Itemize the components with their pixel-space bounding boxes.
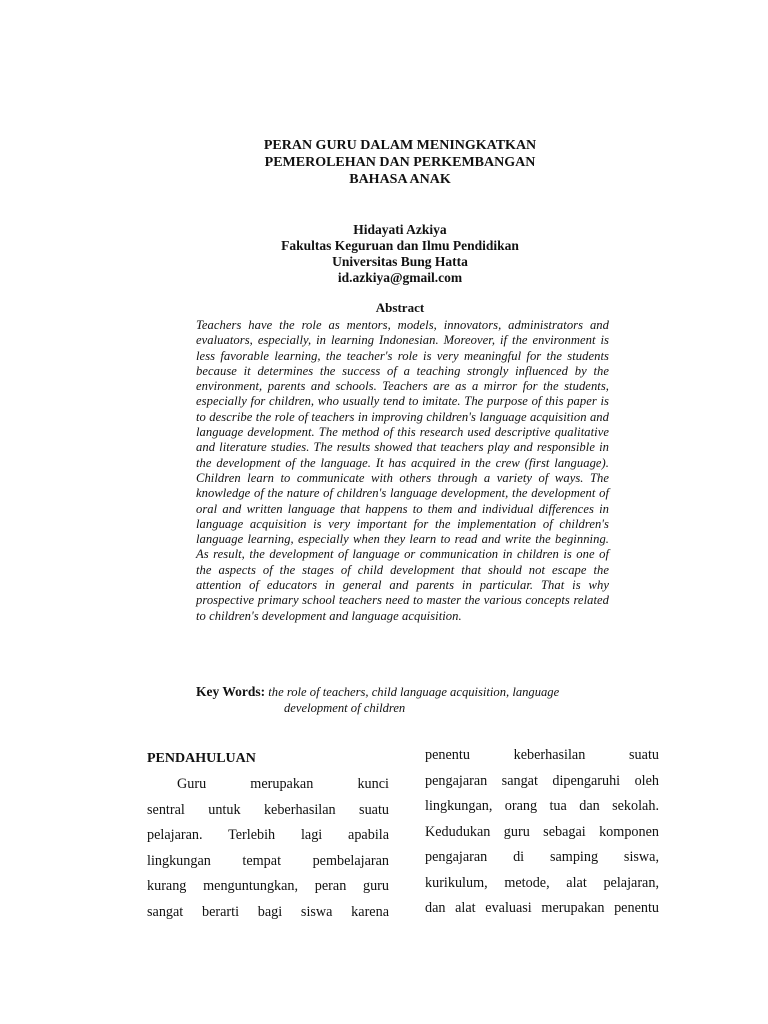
author-name: Hidayati Azkiya	[353, 222, 447, 237]
keywords	[196, 684, 626, 716]
author-email: id.azkiya@gmail.com	[337, 270, 463, 285]
keywords-text-line-2: development of children	[284, 701, 406, 715]
right-line-4: Kedudukan guru sebagai komponen	[425, 823, 659, 840]
left-line-2: sentral untuk keberhasilan suatu	[147, 801, 389, 818]
title-line-2: PEMEROLEHAN DAN PERKEMBANGAN	[264, 155, 536, 170]
abstract-heading: Abstract	[375, 300, 425, 315]
left-column	[147, 746, 389, 925]
abstract-text: Teachers have the role as mentors, models, innovators, administrators and evaluators, especially, in learning Indonesian. Moreover, if the environment is less favorable learning, the teacher's role is very meaningful for the students because it determines the success of a teaching strongly influenced by the environment, parents and schools. Teachers are as a mirror for the students, especially for children, who usually tend to imitate. The purpose of this paper is to describe the role of teachers in improving children's language acquisition and language development. The method of this research used descriptive qualitative and literature studies. The results showed that teachers play and responsible in the development of the language. It has acquired in the crew (first language). Children learn to communicate with others through a variety of ways. The knowledge of the nature of children's language development, the development of oral and written language that happens to them and individual differences in language acquisition is very important for the implementation of children's language learning, especially when they learn to read and write the beginning. As result, the development of language or communication in children is one of the aspects of the stages of child development that should not escape the attention of educators in general and parents in particular. That is why prospective primary school teachers need to master the various concepts related to children's development and language acquisition.	[196, 318, 609, 623]
keywords-colon: :	[260, 684, 266, 699]
left-line-1: Guru merupakan kunci	[177, 776, 389, 792]
left-line-3: pelajaran. Terlebih lagi apabila	[147, 827, 389, 843]
right-line-3: lingkungan, orang tua dan sekolah.	[425, 798, 659, 814]
affiliation-university: Universitas Bung Hatta	[332, 254, 468, 269]
left-line-5: kurang menguntungkan, peran guru	[147, 878, 389, 894]
keywords-text-line-1: the role of teachers, child language acquisition, language	[268, 685, 560, 699]
keywords-label: Key Words	[196, 684, 261, 699]
right-line-5: pengajaran di samping siswa,	[425, 849, 659, 865]
right-line-6: kurikulum, metode, alat pelajaran,	[425, 874, 659, 891]
section-heading-pendahuluan: PENDAHULUAN	[147, 751, 256, 766]
title-line-1: PERAN GURU DALAM MENINGKATKAN	[263, 138, 537, 153]
left-line-6: sangat berarti bagi siswa karena	[147, 903, 389, 920]
title-line-3: BAHASA ANAK	[349, 172, 451, 187]
right-column	[425, 743, 659, 922]
right-line-1: penentu keberhasilan suatu	[425, 747, 659, 763]
affiliation-faculty: Fakultas Keguruan dan Ilmu Pendidikan	[281, 238, 519, 253]
right-line-2: pengajaran sangat dipengaruhi oleh	[425, 772, 659, 789]
right-line-7: dan alat evaluasi merupakan penentu	[425, 900, 659, 916]
left-line-4: lingkungan tempat pembelajaran	[147, 852, 389, 869]
paper-title	[150, 137, 650, 188]
author-block	[150, 222, 650, 286]
